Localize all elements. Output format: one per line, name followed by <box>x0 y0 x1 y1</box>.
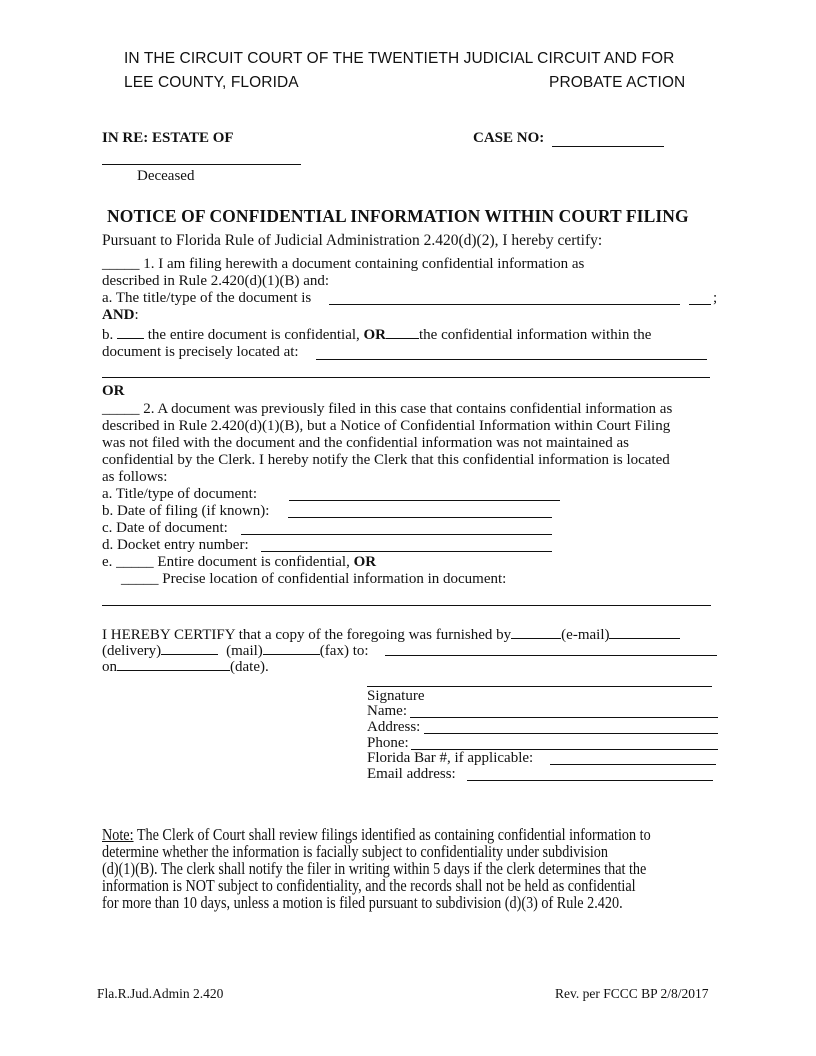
note-line2: determine whether the information is facially subject to confidentiality under subdivision <box>102 842 608 861</box>
document-title-extra-field[interactable] <box>689 304 711 305</box>
option-2-line: confidential by the Clerk. I hereby notify the Clerk that this confidential information is located <box>102 452 670 468</box>
certify-line2: (delivery) (mail) (fax) to: <box>102 643 369 659</box>
address-field[interactable] <box>424 733 718 734</box>
note-line5: for more than 10 days, unless a motion is filed pursuant to subdivision (d)(3) of Rule 2.420. <box>102 893 623 912</box>
title-type-field[interactable] <box>289 500 560 501</box>
service-date-blank[interactable] <box>117 657 230 671</box>
certify-line3: on (date). <box>102 659 269 675</box>
option-2-line: as follows: <box>102 469 168 485</box>
located-blank[interactable] <box>386 325 419 339</box>
date-of-filing-field[interactable] <box>288 517 552 518</box>
docket-entry-field[interactable] <box>261 551 552 552</box>
signature-line[interactable] <box>367 686 712 687</box>
docket-entry-label: d. Docket entry number: <box>102 537 249 553</box>
florida-bar-label: Florida Bar #, if applicable: <box>367 750 534 766</box>
delivery-blank[interactable] <box>161 641 218 655</box>
estate-label: IN RE: ESTATE OF <box>102 130 234 146</box>
semicolon: ; <box>713 290 718 306</box>
name-label: Name: <box>367 703 407 719</box>
precise-location-option: _____ Precise location of confidential information in document: <box>121 571 507 587</box>
phone-label: Phone: <box>367 735 409 751</box>
precise-location-field[interactable] <box>102 605 711 606</box>
and-label: AND: <box>102 307 139 323</box>
mail-blank[interactable] <box>263 641 320 655</box>
entire-document-option: e. _____ Entire document is confidential, OR <box>102 554 377 570</box>
email-address-field[interactable] <box>467 780 713 781</box>
location-field[interactable] <box>316 359 707 360</box>
option-2-line: _____ 2. A document was previously filed in this case that contains confidential information as <box>102 401 673 417</box>
email-blank[interactable] <box>511 625 561 639</box>
email-address-blank[interactable] <box>609 625 680 639</box>
date-of-document-field[interactable] <box>241 534 552 535</box>
served-to-field[interactable] <box>385 655 717 656</box>
court-header: IN THE CIRCUIT COURT OF THE TWENTIETH JUDICIAL CIRCUIT AND FOR <box>124 50 675 67</box>
date-of-document-label: c. Date of document: <box>102 520 228 536</box>
option-1a-line: a. The title/type of the document is <box>102 290 312 306</box>
option-1-line2: described in Rule 2.420(d)(1)(B) and: <box>102 273 330 289</box>
document-title-field[interactable] <box>329 304 680 305</box>
option-2-line: was not filed with the document and the confidential information was not maintained as <box>102 435 629 451</box>
or-separator: OR <box>102 383 125 399</box>
title-type-label: a. Title/type of document: <box>102 486 257 502</box>
decedent-name-field[interactable] <box>102 164 301 165</box>
deceased-label: Deceased <box>137 168 195 184</box>
option-1-line1: _____ 1. I am filing herewith a document containing confidential information as <box>102 256 585 272</box>
email-address-label: Email address: <box>367 766 456 782</box>
intro-text: Pursuant to Florida Rule of Judicial Administration 2.420(d)(2), I hereby certify: <box>102 232 603 249</box>
option-1-blank[interactable]: _____ <box>102 256 140 272</box>
entire-confidential-blank[interactable] <box>117 325 144 339</box>
option-1b-line: b. the entire document is confidential, OR the confidential information within the <box>102 327 652 343</box>
date-of-filing-label: b. Date of filing (if known): <box>102 503 270 519</box>
option-2-line: described in Rule 2.420(d)(1)(B), but a Notice of Confidential Information within Court Filing <box>102 418 671 434</box>
certify-line1: I HEREBY CERTIFY that a copy of the foregoing was furnished by (e-mail) <box>102 625 680 644</box>
location-field-continued[interactable] <box>102 377 710 378</box>
florida-bar-field[interactable] <box>550 764 716 765</box>
note-line1: Note: The Clerk of Court shall review filings identified as containing confidential information to <box>102 825 651 844</box>
address-label: Address: <box>367 719 421 735</box>
note-line3: (d)(1)(B). The clerk shall notify the filer in writing within 5 days if the clerk determines that the <box>102 859 647 878</box>
location-label: document is precisely located at: <box>102 344 299 360</box>
name-field[interactable] <box>410 717 718 718</box>
county-label: LEE COUNTY, FLORIDA <box>124 74 299 91</box>
footer-revision: Rev. per FCCC BP 2/8/2017 <box>555 986 709 1001</box>
signature-label: Signature <box>367 688 425 704</box>
page-title: NOTICE OF CONFIDENTIAL INFORMATION WITHIN COURT FILING <box>107 206 689 226</box>
case-number-field[interactable] <box>552 146 664 147</box>
footer-rule-citation: Fla.R.Jud.Admin 2.420 <box>97 986 224 1001</box>
action-label: PROBATE ACTION <box>549 74 686 91</box>
note-line4: information is NOT subject to confidentiality, and the records shall not be held as confidential <box>102 876 636 895</box>
case-number-label: CASE NO: <box>473 130 545 146</box>
